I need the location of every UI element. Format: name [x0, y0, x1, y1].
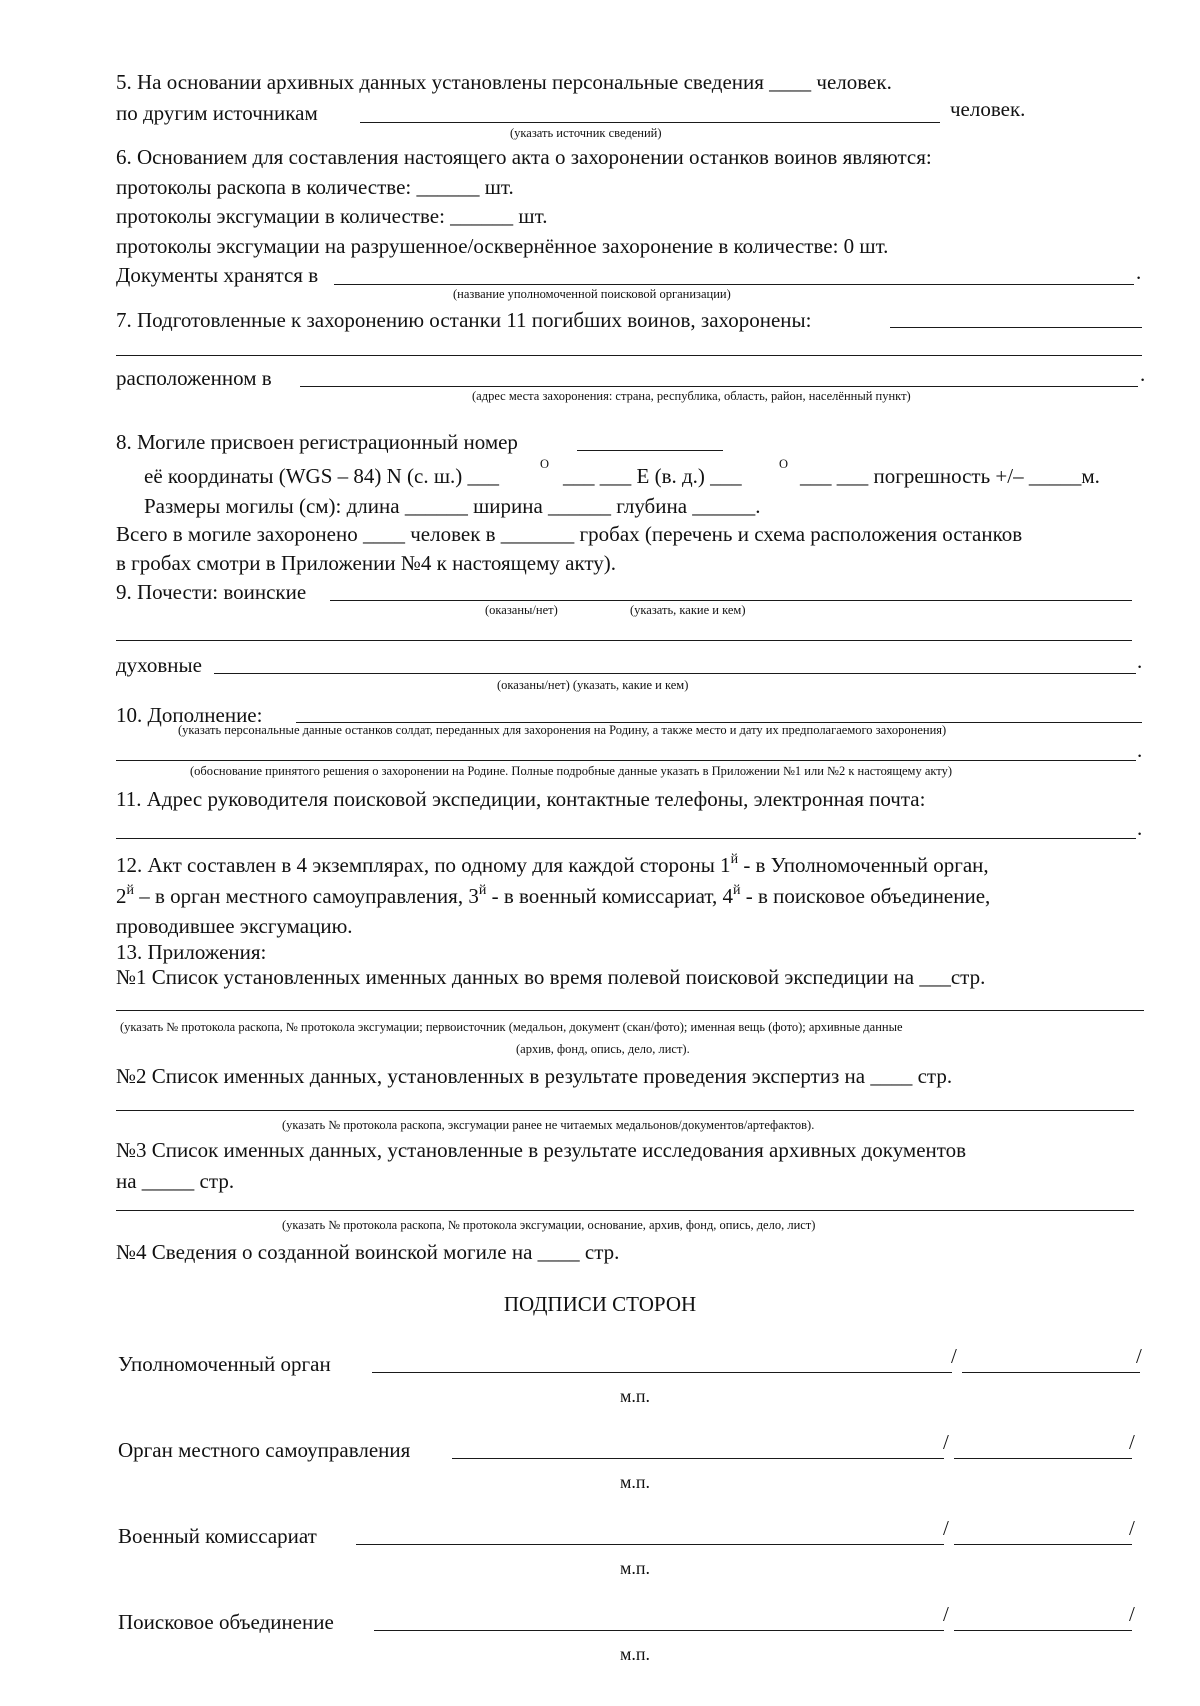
- s6-line3: протоколы эксгумации в количестве: ______ шт.: [116, 204, 548, 228]
- s13-title: 13. Приложения:: [116, 940, 267, 964]
- s8-line1: 8. Могиле присвоен регистрационный номер: [116, 430, 518, 454]
- s8-coords-e: ___ ___ E (в. д.) ___: [563, 464, 742, 488]
- s9-spiritual-field[interactable]: [214, 673, 1136, 674]
- stamp-3: м.п.: [620, 1558, 651, 1578]
- s7-line2: расположенном в: [116, 366, 272, 390]
- s6-line4: протоколы эксгумации на разрушенное/осквернённое захоронение в количестве: 0 шт.: [116, 234, 889, 258]
- s8-total1: Всего в могиле захоронено ____ человек в _______ гробах (перечень и схема расположения останков: [116, 522, 1023, 546]
- s8-total2: в гробах смотри в Приложении №4 к настоящему акту).: [116, 551, 617, 575]
- s13-appendix1-field[interactable]: [116, 1010, 1144, 1011]
- s5-line1: 5. На основании архивных данных установлены персональные сведения ____ человек.: [116, 70, 892, 94]
- signature-slash-3a: /: [943, 1516, 949, 1540]
- s9-hint1a: (оказаны/нет): [485, 603, 558, 617]
- s6-line1: 6. Основанием для составления настоящего акта о захоронении останков воинов являются:: [116, 145, 932, 169]
- s8-sizes: Размеры могилы (см): длина ______ ширина ______ глубина ______.: [144, 494, 761, 518]
- s9-hint1b: (указать, какие и кем): [630, 603, 746, 617]
- s10-line1: 10. Дополнение:: [116, 703, 263, 727]
- signature-slash-1a: /: [951, 1344, 957, 1368]
- s7-field-b[interactable]: [116, 355, 1142, 356]
- s9-military-field[interactable]: [330, 600, 1132, 601]
- s6-dot: .: [1136, 260, 1142, 284]
- s7-address-field[interactable]: [300, 386, 1138, 387]
- signature-party-1: Уполномоченный орган: [118, 1352, 331, 1376]
- s9-dot: .: [1137, 649, 1143, 673]
- s13-appendix1-hint1: (указать № протокола раскопа, № протокола эксгумации; первоисточник (медальон, документ (скан/фото); именная вещь (фото); архивные данные: [120, 1020, 903, 1034]
- s8-degree-n: О: [540, 457, 550, 471]
- s8-coords-accuracy: ___ ___ погрешность +/– _____м.: [800, 464, 1100, 488]
- signature-line-3[interactable]: [356, 1544, 944, 1545]
- s9-hint2: (оказаны/нет) (указать, какие и кем): [497, 678, 689, 692]
- signature-slash-1b: /: [1136, 1344, 1142, 1368]
- s13-appendix2-field[interactable]: [116, 1110, 1134, 1111]
- s5-source-field[interactable]: [360, 122, 940, 123]
- s13-appendix2-hint: (указать № протокола раскопа, эксгумации ранее не читаемых медальонов/документов/артефактов).: [282, 1118, 815, 1132]
- signature-name-4[interactable]: [954, 1630, 1132, 1631]
- stamp-1: м.п.: [620, 1386, 651, 1406]
- s13-appendix1-hint2: (архив, фонд, опись, дело, лист).: [516, 1042, 690, 1056]
- s8-degree-e: О: [779, 457, 789, 471]
- s11-contacts-field[interactable]: [116, 838, 1136, 839]
- signature-slash-2a: /: [943, 1430, 949, 1454]
- s8-coords-n: её координаты (WGS – 84) N (с. ш.) ___: [144, 464, 500, 488]
- s8-regnum-field[interactable]: [577, 450, 723, 451]
- s9-line2: духовные: [116, 653, 202, 677]
- signature-party-4: Поисковое объединение: [118, 1610, 334, 1634]
- s9-field-b[interactable]: [116, 640, 1132, 641]
- s7-field-a[interactable]: [890, 327, 1142, 328]
- signatures-title: ПОДПИСИ СТОРОН: [503, 1292, 697, 1316]
- s13-appendix3-line2: на _____ стр.: [116, 1169, 235, 1193]
- signature-line-2[interactable]: [452, 1458, 944, 1459]
- s7-hint: (адрес места захоронения: страна, республика, область, район, населённый пункт): [472, 389, 911, 403]
- signature-party-2: Орган местного самоуправления: [118, 1438, 411, 1462]
- s13-appendix3-line1: №3 Список именных данных, установленные в результате исследования архивных документов: [116, 1138, 967, 1162]
- s6-hint: (название уполномоченной поисковой организации): [453, 287, 731, 301]
- s7-dot: .: [1140, 362, 1146, 386]
- signature-slash-4b: /: [1129, 1602, 1135, 1626]
- s7-line1: 7. Подготовленные к захоронению останки 11 погибших воинов, захоронены:: [116, 308, 812, 332]
- s13-appendix3-hint: (указать № протокола раскопа, № протокола эксгумации, основание, архив, фонд, опись, дело, лист): [282, 1218, 816, 1232]
- signature-slash-2b: /: [1129, 1430, 1135, 1454]
- s10-hint2: (обоснование принятого решения о захоронении на Родине. Полные подробные данные указать в Приложении №1 или №2 к настоящему акту): [190, 764, 952, 778]
- signature-slash-3b: /: [1129, 1516, 1135, 1540]
- s6-storage-field[interactable]: [334, 284, 1134, 285]
- signature-line-4[interactable]: [374, 1630, 944, 1631]
- s12-line2: $2^й$ – в орган местного самоуправления, $3^й$ - в военный комиссариат, $4^й$ - в поисковое объединение,: [116, 883, 991, 908]
- s13-appendix2: №2 Список именных данных, установленных в результате проведения экспертиз на ____ стр.: [116, 1064, 953, 1088]
- signature-slash-4a: /: [943, 1602, 949, 1626]
- signature-name-2[interactable]: [954, 1458, 1132, 1459]
- s12-line3: проводившее эксгумацию.: [116, 914, 353, 938]
- s5-hint: (указать источник сведений): [510, 126, 662, 140]
- s10-field-b[interactable]: [116, 760, 1136, 761]
- s11-line1: 11. Адрес руководителя поисковой экспедиции, контактные телефоны, электронная почта:: [116, 787, 926, 811]
- s10-hint1: (указать персональные данные останков солдат, переданных для захоронения на Родину, а также место и дату их предполагаемого захоронения): [178, 723, 947, 737]
- s9-line1: 9. Почести: воинские: [116, 580, 307, 604]
- stamp-2: м.п.: [620, 1472, 651, 1492]
- s13-appendix4: №4 Сведения о созданной воинской могиле на ____ стр.: [116, 1240, 620, 1264]
- s5-line2-unit: человек.: [950, 97, 1026, 121]
- signature-line-1[interactable]: [372, 1372, 952, 1373]
- s12-line1: 12. Акт составлен в 4 экземплярах, по одному для каждой стороны $1^й$ - в Уполномоченный орган,: [116, 852, 989, 877]
- s6-line2: протоколы раскопа в количестве: ______ шт.: [116, 175, 514, 199]
- s13-appendix3-field[interactable]: [116, 1210, 1134, 1211]
- s13-appendix1: №1 Список установленных именных данных во время полевой поисковой экспедиции на ___стр.: [116, 965, 986, 989]
- signature-name-3[interactable]: [954, 1544, 1132, 1545]
- signature-party-3: Военный комиссариат: [118, 1524, 317, 1548]
- s10-dot: .: [1137, 738, 1143, 762]
- stamp-4: м.п.: [620, 1644, 651, 1664]
- s5-line2-label: по другим источникам: [116, 101, 318, 125]
- signature-name-1[interactable]: [962, 1372, 1140, 1373]
- s6-line5: Документы хранятся в: [116, 263, 319, 287]
- s11-dot: .: [1137, 816, 1143, 840]
